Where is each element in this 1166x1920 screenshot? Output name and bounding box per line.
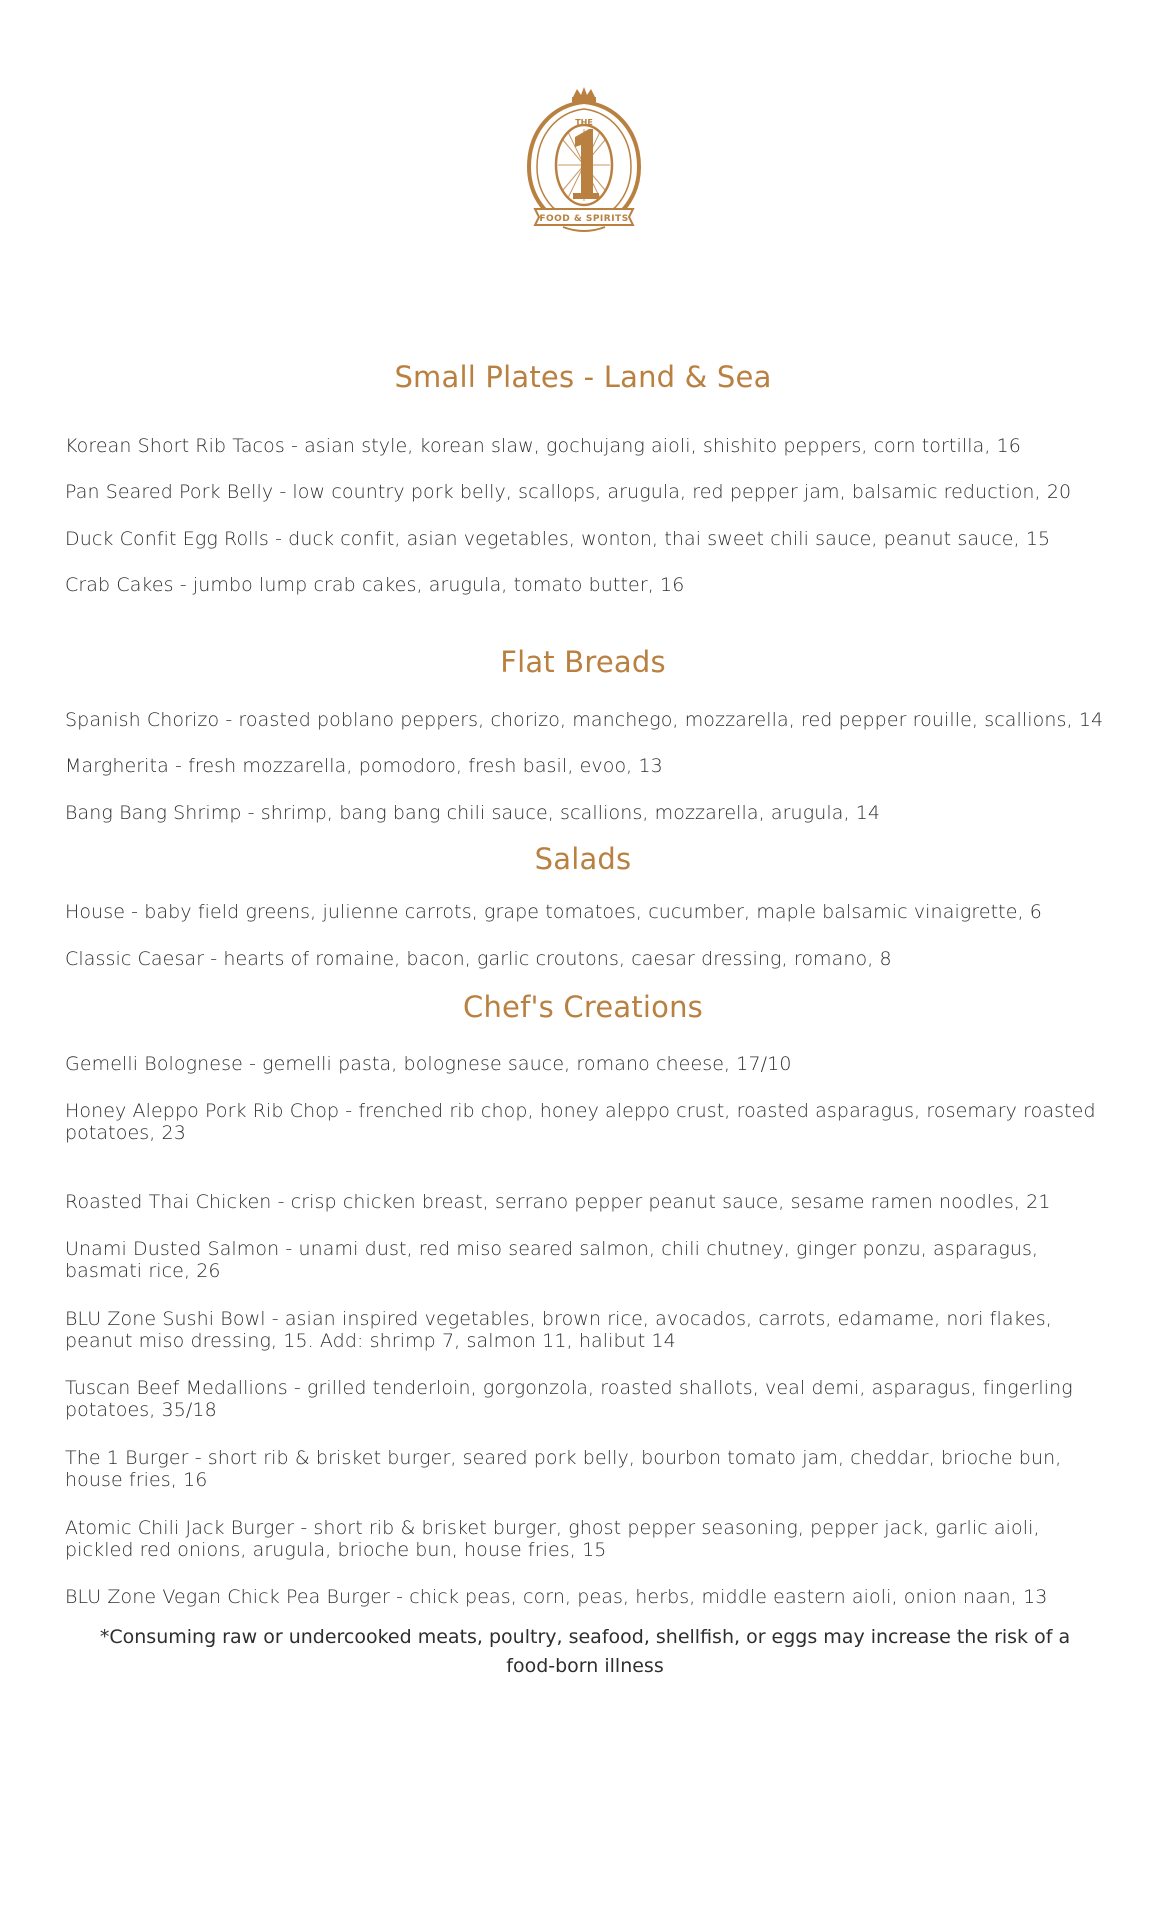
menu-item: Tuscan Beef Medallions - grilled tenderloin, gorgonzola, roasted shallots, veal demi, asparagus, fingerling potatoes, 35/18: [65, 1377, 1073, 1421]
menu-item: Crab Cakes - jumbo lump crab cakes, arugula, tomato butter, 16: [65, 574, 685, 596]
section-title-chefs-creations: Chef's Creations: [463, 990, 703, 1024]
menu-item: Classic Caesar - hearts of romaine, bacon, garlic croutons, caesar dressing, romano, 8: [65, 948, 892, 970]
section-title-small-plates: Small Plates - Land & Sea: [394, 360, 772, 394]
menu-item: Duck Confit Egg Rolls - duck confit, asian vegetables, wonton, thai sweet chili sauce, peanut sauce, 15: [65, 528, 1051, 550]
menu-item: BLU Zone Vegan Chick Pea Burger - chick peas, corn, peas, herbs, middle eastern aioli, onion naan, 13: [65, 1586, 1048, 1608]
menu-item: Spanish Chorizo - roasted poblano peppers, chorizo, manchego, mozzarella, red pepper rouille, scallions, 14: [65, 709, 1104, 731]
food-safety-disclaimer: *Consuming raw or undercooked meats, poultry, seafood, shellfish, or eggs may increase the risk of a food-born illness: [99, 1626, 1071, 1677]
menu-item: Pan Seared Pork Belly - low country pork belly, scallops, arugula, red pepper jam, balsamic reduction, 20: [65, 481, 1072, 503]
logo-ribbon-text: FOOD & SPIRITS: [539, 214, 629, 224]
menu-item: Atomic Chili Jack Burger - short rib & brisket burger, ghost pepper seasoning, pepper jack, garlic aioli, pickled red onions, arugula, brioche bun, house fries, 15: [65, 1517, 1040, 1561]
menu-item: Korean Short Rib Tacos - asian style, korean slaw, gochujang aioli, shishito peppers, corn tortilla, 16: [65, 435, 1021, 457]
restaurant-logo: [523, 85, 645, 241]
the-1-logo-icon: [523, 85, 645, 241]
menu-item: Honey Aleppo Pork Rib Chop - frenched rib chop, honey aleppo crust, roasted asparagus, rosemary roasted potatoes, 23: [65, 1100, 1096, 1144]
menu-item: Gemelli Bolognese - gemelli pasta, bolognese sauce, romano cheese, 17/10: [65, 1053, 792, 1075]
menu-item: Bang Bang Shrimp - shrimp, bang bang chili sauce, scallions, mozzarella, arugula, 14: [65, 802, 881, 824]
section-title-salads: Salads: [534, 842, 632, 876]
menu-item: Margherita - fresh mozzarella, pomodoro, fresh basil, evoo, 13: [65, 755, 663, 777]
menu-item: Roasted Thai Chicken - crisp chicken breast, serrano pepper peanut sauce, sesame ramen noodles, 21: [65, 1191, 1051, 1213]
menu-item: BLU Zone Sushi Bowl - asian inspired vegetables, brown rice, avocados, carrots, edamame, nori flakes, peanut miso dressing, 15. Add: shrimp 7, salmon 11, halibut 14: [65, 1308, 1052, 1352]
menu-item: The 1 Burger - short rib & brisket burger, seared pork belly, bourbon tomato jam, cheddar, brioche bun, house fries, 16: [65, 1447, 1062, 1491]
section-title-flat-breads: Flat Breads: [500, 645, 666, 679]
menu-item: House - baby field greens, julienne carrots, grape tomatoes, cucumber, maple balsamic vinaigrette, 6: [65, 901, 1042, 923]
logo-the-text: THE: [575, 118, 593, 127]
menu-item: Unami Dusted Salmon - unami dust, red miso seared salmon, chili chutney, ginger ponzu, asparagus, basmati rice, 26: [65, 1238, 1039, 1282]
